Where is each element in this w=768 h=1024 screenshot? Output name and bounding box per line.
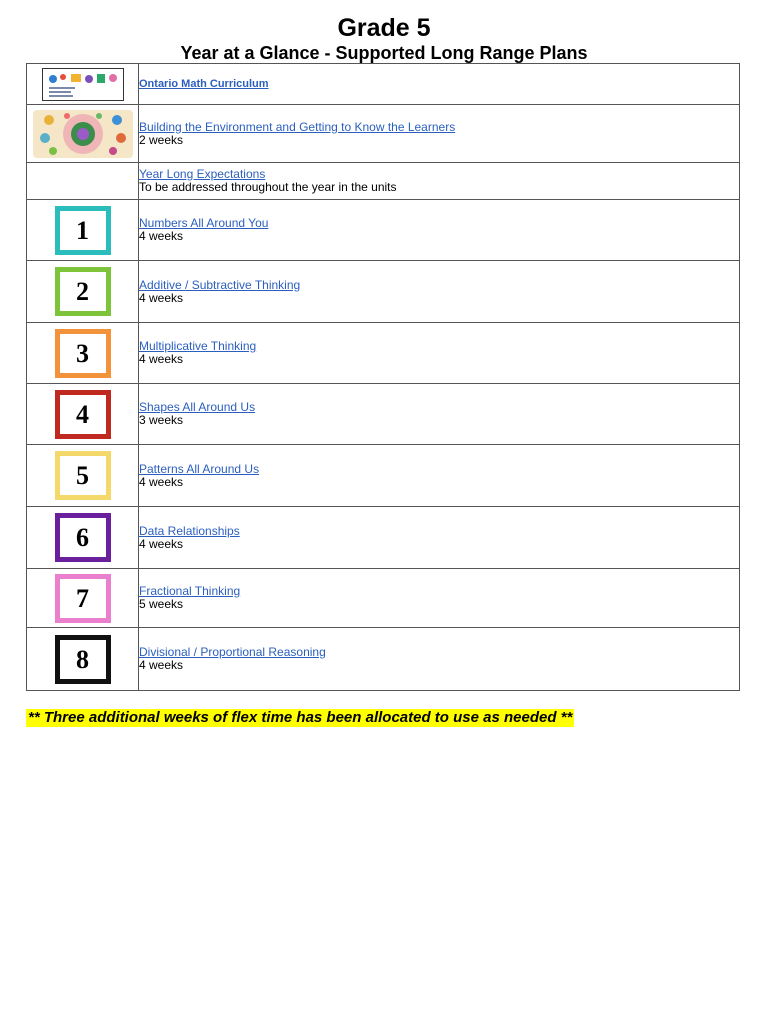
table-row: [27, 628, 740, 691]
icon-cell: [27, 64, 139, 105]
duration-text: 4 weeks: [139, 536, 184, 551]
duration-text: 4 weeks: [139, 290, 184, 305]
icon-cell: [27, 105, 139, 163]
unit-1-link[interactable]: Numbers All Around You: [139, 216, 269, 230]
unit-4-number-icon: 4: [55, 390, 111, 439]
text-cell: [139, 445, 740, 507]
icon-cell: [27, 384, 139, 445]
icon-cell: [27, 445, 139, 507]
curriculum-cover-thumbnail: [42, 68, 124, 101]
text-cell: [139, 105, 740, 163]
table-row: [27, 323, 740, 384]
unit-8-link[interactable]: Divisional / Proportional Reasoning: [139, 645, 326, 659]
unit-8-number-icon: 8: [55, 635, 111, 684]
table-row: [27, 105, 740, 163]
environment-link[interactable]: Building the Environment and Getting to Know the Learners: [139, 119, 456, 134]
duration-text: 4 weeks: [139, 229, 184, 243]
icon-cell: [27, 507, 139, 569]
text-cell: [139, 628, 740, 691]
icon-cell: [27, 323, 139, 384]
flex-time-note: ** Three additional weeks of flex time has been allocated to use as needed **: [28, 709, 573, 726]
empty-icon-cell: [27, 163, 139, 200]
plan-table: [26, 63, 740, 691]
table-row: [27, 445, 740, 507]
text-cell: [139, 261, 740, 323]
expectations-note: To be addressed throughout the year in the units: [139, 180, 397, 194]
unit-7-link[interactable]: Fractional Thinking: [139, 584, 241, 598]
text-cell: [139, 64, 740, 105]
table-row: [27, 163, 740, 200]
unit-6-link[interactable]: Data Relationships: [139, 523, 240, 538]
duration-text: 4 weeks: [139, 352, 184, 366]
table-row: [27, 261, 740, 323]
unit-3-number-icon: 3: [55, 329, 111, 378]
table-row: [27, 384, 740, 445]
page-title: Grade 5: [337, 14, 431, 42]
curriculum-link[interactable]: Ontario Math Curriculum: [139, 78, 269, 90]
icon-cell: [27, 200, 139, 261]
unit-3-link[interactable]: Multiplicative Thinking: [139, 339, 257, 353]
table-row: [27, 507, 740, 569]
unit-7-number-icon: 7: [55, 574, 111, 623]
unit-5-link[interactable]: Patterns All Around Us: [139, 461, 260, 476]
unit-2-number-icon: 2: [55, 267, 111, 316]
text-cell: [139, 200, 740, 261]
icon-cell: [27, 628, 139, 691]
duration-text: 4 weeks: [139, 658, 184, 672]
duration-text: 3 weeks: [139, 413, 184, 427]
unit-1-number-icon: 1: [55, 206, 111, 255]
unit-6-number-icon: 6: [55, 513, 111, 562]
text-cell: [139, 569, 740, 628]
text-cell: [139, 384, 740, 445]
table-row: [27, 569, 740, 628]
duration-text: 5 weeks: [139, 597, 184, 611]
learners-environment-thumbnail: [33, 110, 133, 158]
duration-text: 4 weeks: [139, 474, 184, 489]
text-cell: [139, 323, 740, 384]
year-long-expectations-link[interactable]: Year Long Expectations: [139, 167, 266, 181]
page-subtitle: Year at a Glance - Supported Long Range Plans: [180, 43, 588, 63]
table-row: [27, 64, 740, 105]
text-cell: [139, 507, 740, 569]
unit-2-link[interactable]: Additive / Subtractive Thinking: [139, 277, 301, 292]
text-cell: [139, 163, 740, 200]
unit-5-number-icon: 5: [55, 451, 111, 500]
unit-4-link[interactable]: Shapes All Around Us: [139, 400, 256, 414]
icon-cell: [27, 569, 139, 628]
table-row: [27, 200, 740, 261]
duration-text: 2 weeks: [139, 132, 184, 147]
icon-cell: [27, 261, 139, 323]
